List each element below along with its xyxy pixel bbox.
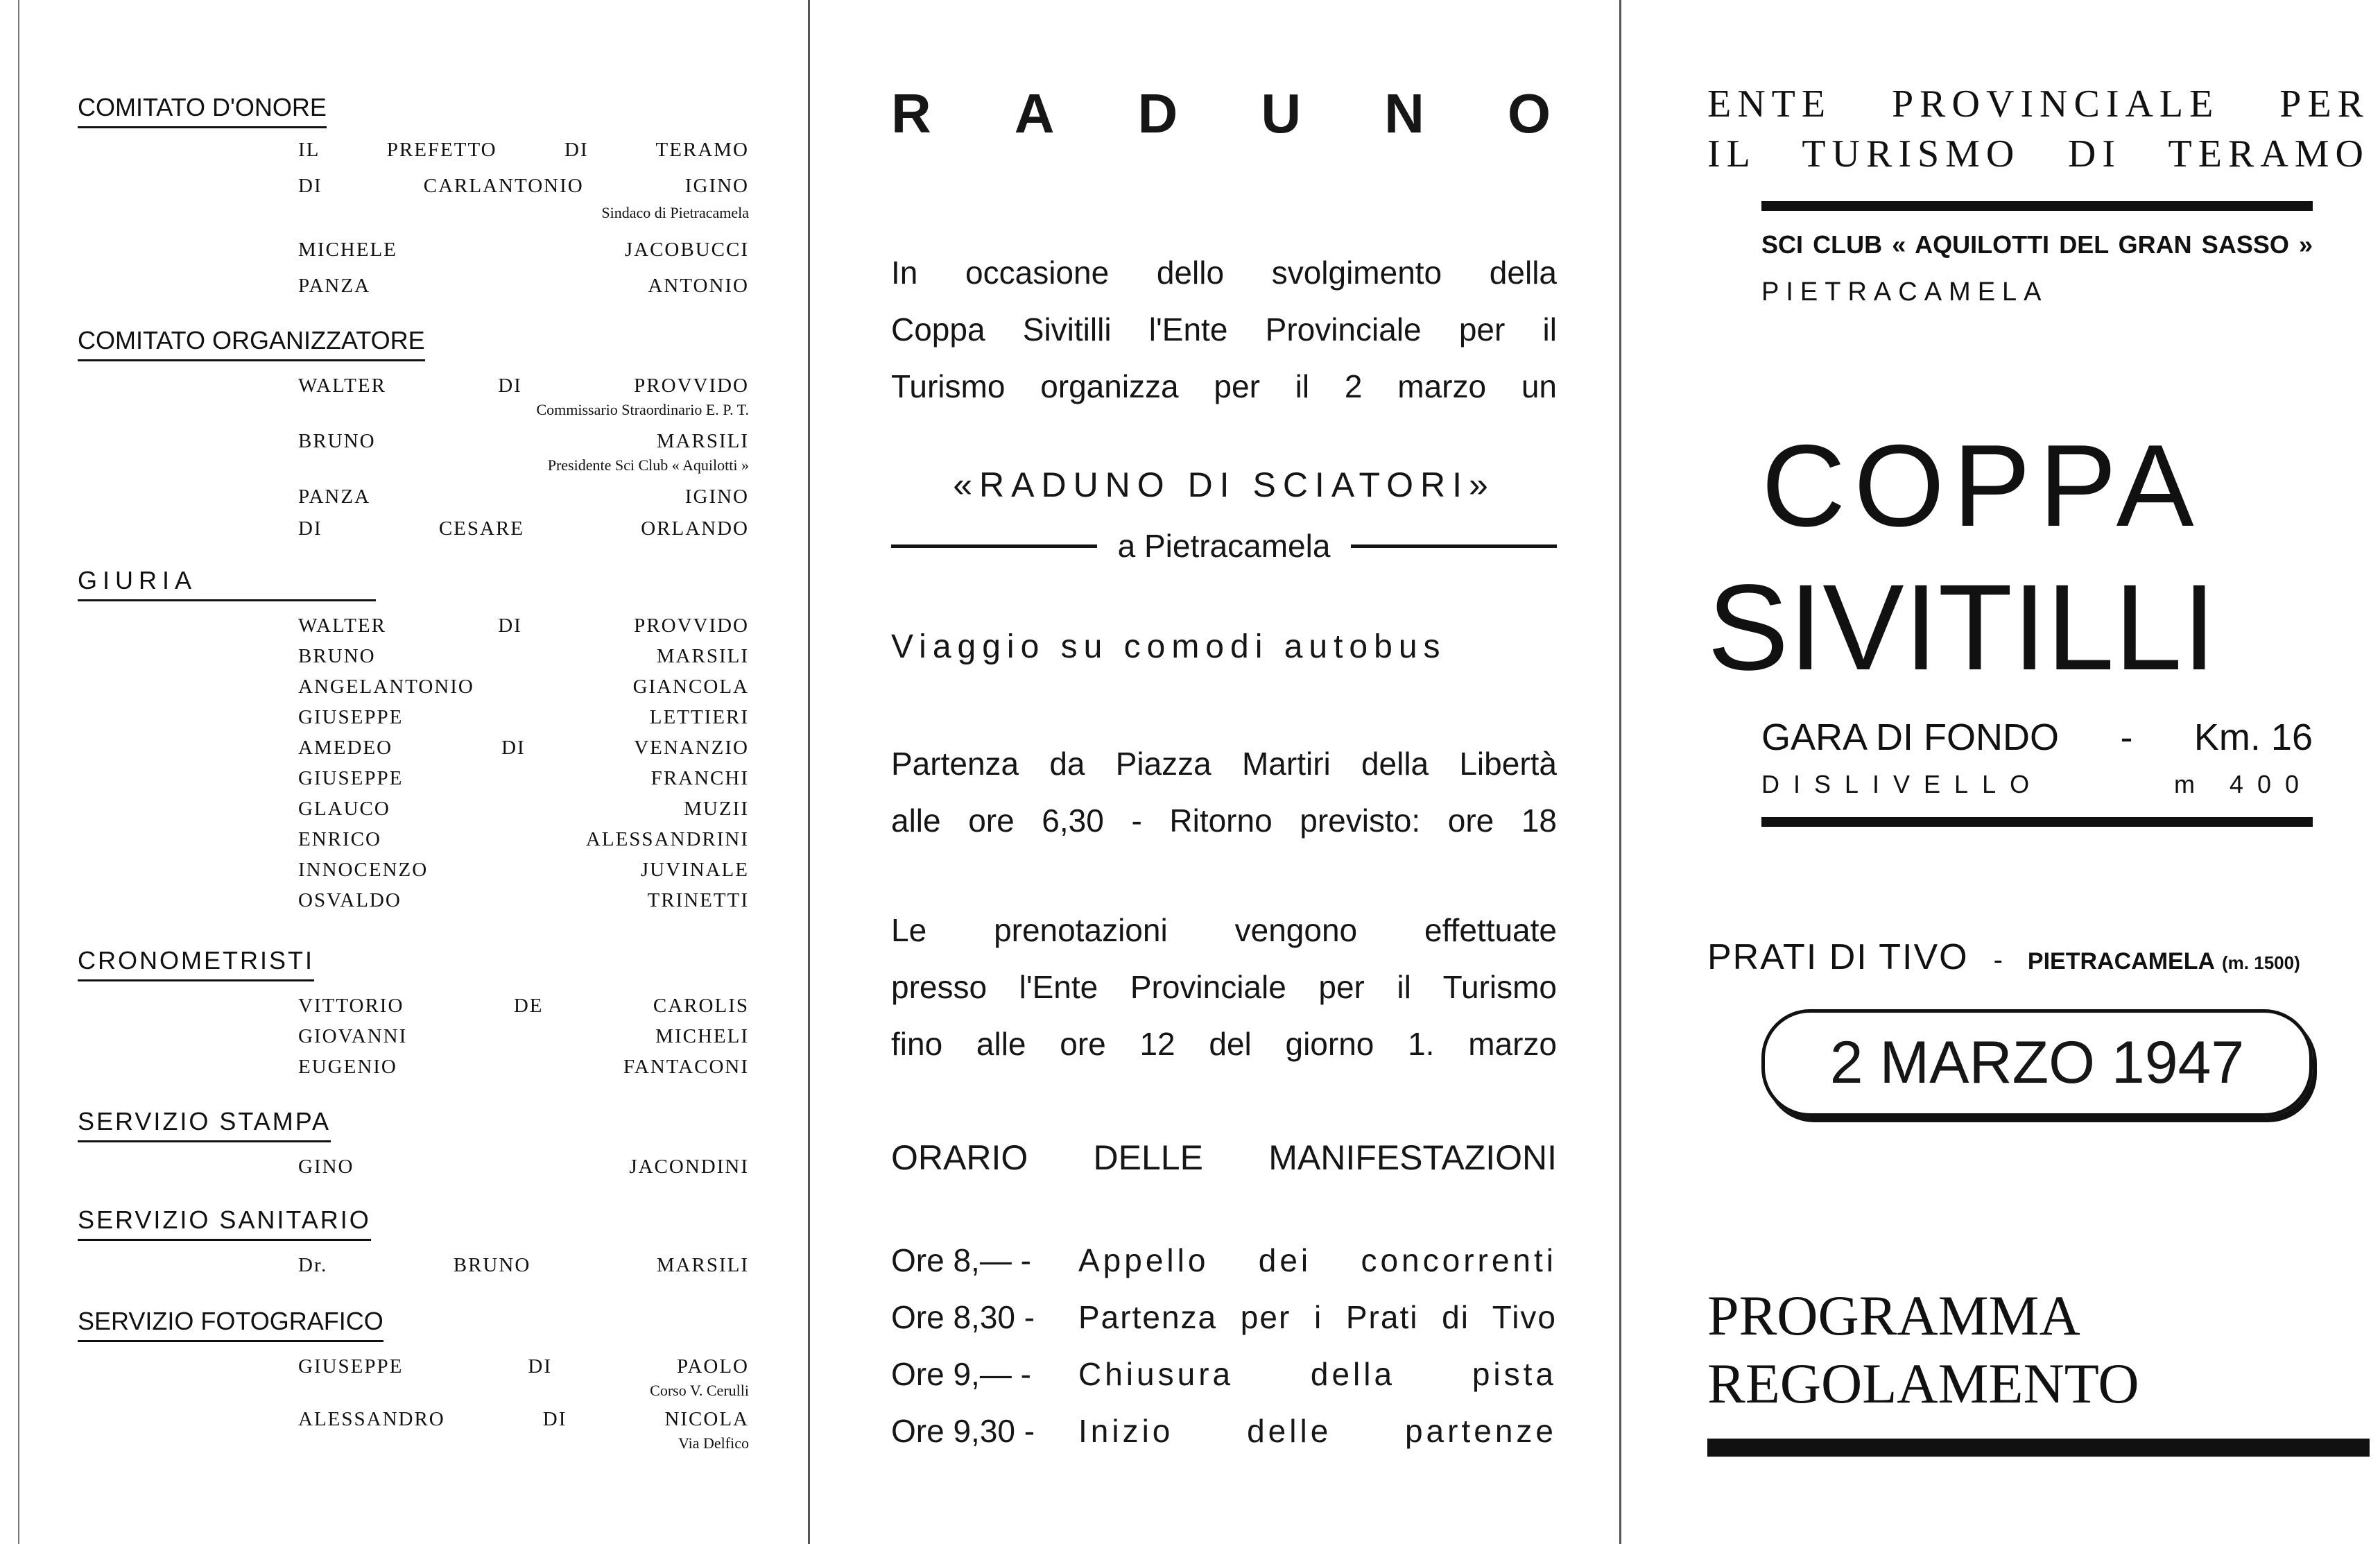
race-row <box>1761 716 2313 759</box>
race-distance: Km. 16 <box>2193 717 2313 758</box>
departure-paragraph <box>891 735 1557 849</box>
section-heading: CRONOMETRISTI <box>78 946 314 981</box>
member-note: Commissario Straordinario E. P. T. <box>536 401 749 418</box>
divider-middle <box>1761 817 2313 827</box>
member-name: PANZA IGINO <box>298 486 749 508</box>
member-name: OSVALDO TRINETTI <box>298 889 749 911</box>
divider-top <box>1761 201 2313 211</box>
section-heading: SERVIZIO SANITARIO <box>78 1206 371 1241</box>
date-badge <box>1761 1009 2313 1117</box>
divider-bottom <box>1707 1439 2370 1457</box>
section-heading: GIURIA <box>78 566 376 601</box>
member-name: BRUNO MARSILI <box>298 645 749 667</box>
departure-line: alle ore 6,30 - Ritorno previsto: ore 18 <box>891 803 1557 839</box>
member-name: BRUNO MARSILI <box>298 430 749 452</box>
member-name: ENRICO ALESSANDRINI <box>298 828 749 850</box>
schedule-event: Partenza per i Prati di Tivo <box>1078 1299 1557 1335</box>
schedule-row <box>891 1298 1557 1336</box>
member-name: DI CARLANTONIO IGINO <box>298 175 749 197</box>
location-row <box>891 522 1557 570</box>
schedule-time: Ore 8,30 - <box>891 1299 1035 1335</box>
schedule-event: Chiusura della pista <box>1078 1356 1557 1392</box>
club-place: PIETRACAMELA <box>1761 277 2049 307</box>
event-date: 2 MARZO 1947 <box>1829 1029 2245 1096</box>
intro-line: Coppa Sivitilli l'Ente Provinciale per il <box>891 311 1557 348</box>
member-name: GLAUCO MUZII <box>298 798 749 820</box>
race-name: GARA DI FONDO <box>1761 717 2060 758</box>
member-name: Dr. BRUNO MARSILI <box>298 1254 749 1276</box>
member-name: VITTORIO DE CAROLIS <box>298 995 749 1017</box>
schedule-row <box>891 1412 1557 1450</box>
schedule-event: Appello dei concorrenti <box>1078 1242 1557 1278</box>
schedule-event: Inizio delle partenze <box>1078 1413 1557 1449</box>
fold-line-left <box>808 0 810 1544</box>
venue-sub: PIETRACAMELA <box>2027 948 2216 975</box>
member-name: WALTER DI PROVVIDO <box>298 615 749 637</box>
schedule-time: Ore 8,— - <box>891 1242 1031 1278</box>
venue-row <box>1707 936 2370 978</box>
member-note: Corso V. Cerulli <box>650 1382 749 1399</box>
raduno-heading: RADUNO <box>891 83 1635 144</box>
member-name: PANZA ANTONIO <box>298 275 749 297</box>
member-name: EUGENIO FANTACONI <box>298 1056 749 1078</box>
member-note: Via Delfico <box>678 1434 749 1452</box>
organizer-line-2: IL TURISMO DI TERAMO <box>1707 132 2370 175</box>
venue-altitude: (m. 1500) <box>2222 952 2300 973</box>
program-line-1: PROGRAMMA <box>1707 1284 2080 1347</box>
member-name: ANGELANTONIO GIANCOLA <box>298 676 749 698</box>
member-name: ALESSANDRO DI NICOLA <box>298 1408 749 1430</box>
section-heading: COMITATO D'ONORE <box>78 93 327 128</box>
schedule-time: Ore 9,— - <box>891 1356 1031 1392</box>
section-heading: SERVIZIO FOTOGRAFICO <box>78 1307 383 1342</box>
member-name: INNOCENZO JUVINALE <box>298 859 749 881</box>
schedule-heading: ORARIO DELLE MANIFESTAZIONI <box>891 1138 1557 1177</box>
member-name: GIUSEPPE LETTIERI <box>298 706 749 728</box>
program-line-2: REGOLAMENTO <box>1707 1352 2139 1415</box>
member-name: GINO JACONDINI <box>298 1156 749 1178</box>
organizer-line-1: ENTE PROVINCIALE PER <box>1707 83 2370 126</box>
section-heading: COMITATO ORGANIZZATORE <box>78 326 425 361</box>
venue-separator-dash: - <box>1993 945 2003 975</box>
title-sivitilli: SIVITILLI <box>1707 560 2216 696</box>
race-separator-dash: - <box>2120 717 2133 758</box>
elevation-value: m 400 <box>2173 770 2313 798</box>
intro-paragraph <box>891 244 1557 415</box>
schedule-row <box>891 1355 1557 1393</box>
member-name: IL PREFETTO DI TERAMO <box>298 139 749 161</box>
club-name: SCI CLUB « AQUILOTTI DEL GRAN SASSO » <box>1761 230 2313 259</box>
venue-name: PRATI DI TIVO <box>1707 937 1969 977</box>
member-name: GIUSEPPE DI PAOLO <box>298 1355 749 1378</box>
section-heading: SERVIZIO STAMPA <box>78 1107 331 1142</box>
location-text: a Pietracamela <box>1117 528 1331 564</box>
raduno-sciatori-title: «RADUNO DI SCIATORI» <box>953 465 1495 504</box>
booking-paragraph <box>891 902 1557 1072</box>
schedule-row <box>891 1242 1557 1279</box>
member-note: Presidente Sci Club « Aquilotti » <box>547 456 749 474</box>
member-name: GIOVANNI MICHELI <box>298 1025 749 1047</box>
intro-line: Turismo organizza per il 2 marzo un <box>891 368 1557 404</box>
member-name: AMEDEO DI VENANZIO <box>298 737 749 759</box>
travel-line: Viaggio su comodi autobus <box>891 628 1447 665</box>
booking-line: fino alle ore 12 del giorno 1. marzo <box>891 1026 1557 1062</box>
booking-line: presso l'Ente Provinciale per il Turismo <box>891 969 1557 1005</box>
member-name: WALTER DI PROVVIDO <box>298 375 749 397</box>
member-name: GIUSEPPE FRANCHI <box>298 767 749 789</box>
member-name: MICHELE JACOBUCCI <box>298 239 749 261</box>
fold-line-right <box>1619 0 1621 1544</box>
rule-right <box>1351 544 1557 548</box>
member-name: DI CESARE ORLANDO <box>298 517 749 540</box>
rule-left <box>891 544 1097 548</box>
page-edge <box>18 0 19 1544</box>
departure-line: Partenza da Piazza Martiri della Libertà <box>891 746 1557 782</box>
elevation-row <box>1761 770 2313 799</box>
booking-line: Le prenotazioni vengono effettuate <box>891 912 1557 948</box>
intro-line: In occasione dello svolgimento della <box>891 255 1557 291</box>
schedule-time: Ore 9,30 - <box>891 1413 1035 1449</box>
elevation-label: DISLIVELLO <box>1761 770 2044 798</box>
title-coppa: COPPA <box>1761 420 2202 551</box>
member-note: Sindaco di Pietracamela <box>601 204 749 221</box>
